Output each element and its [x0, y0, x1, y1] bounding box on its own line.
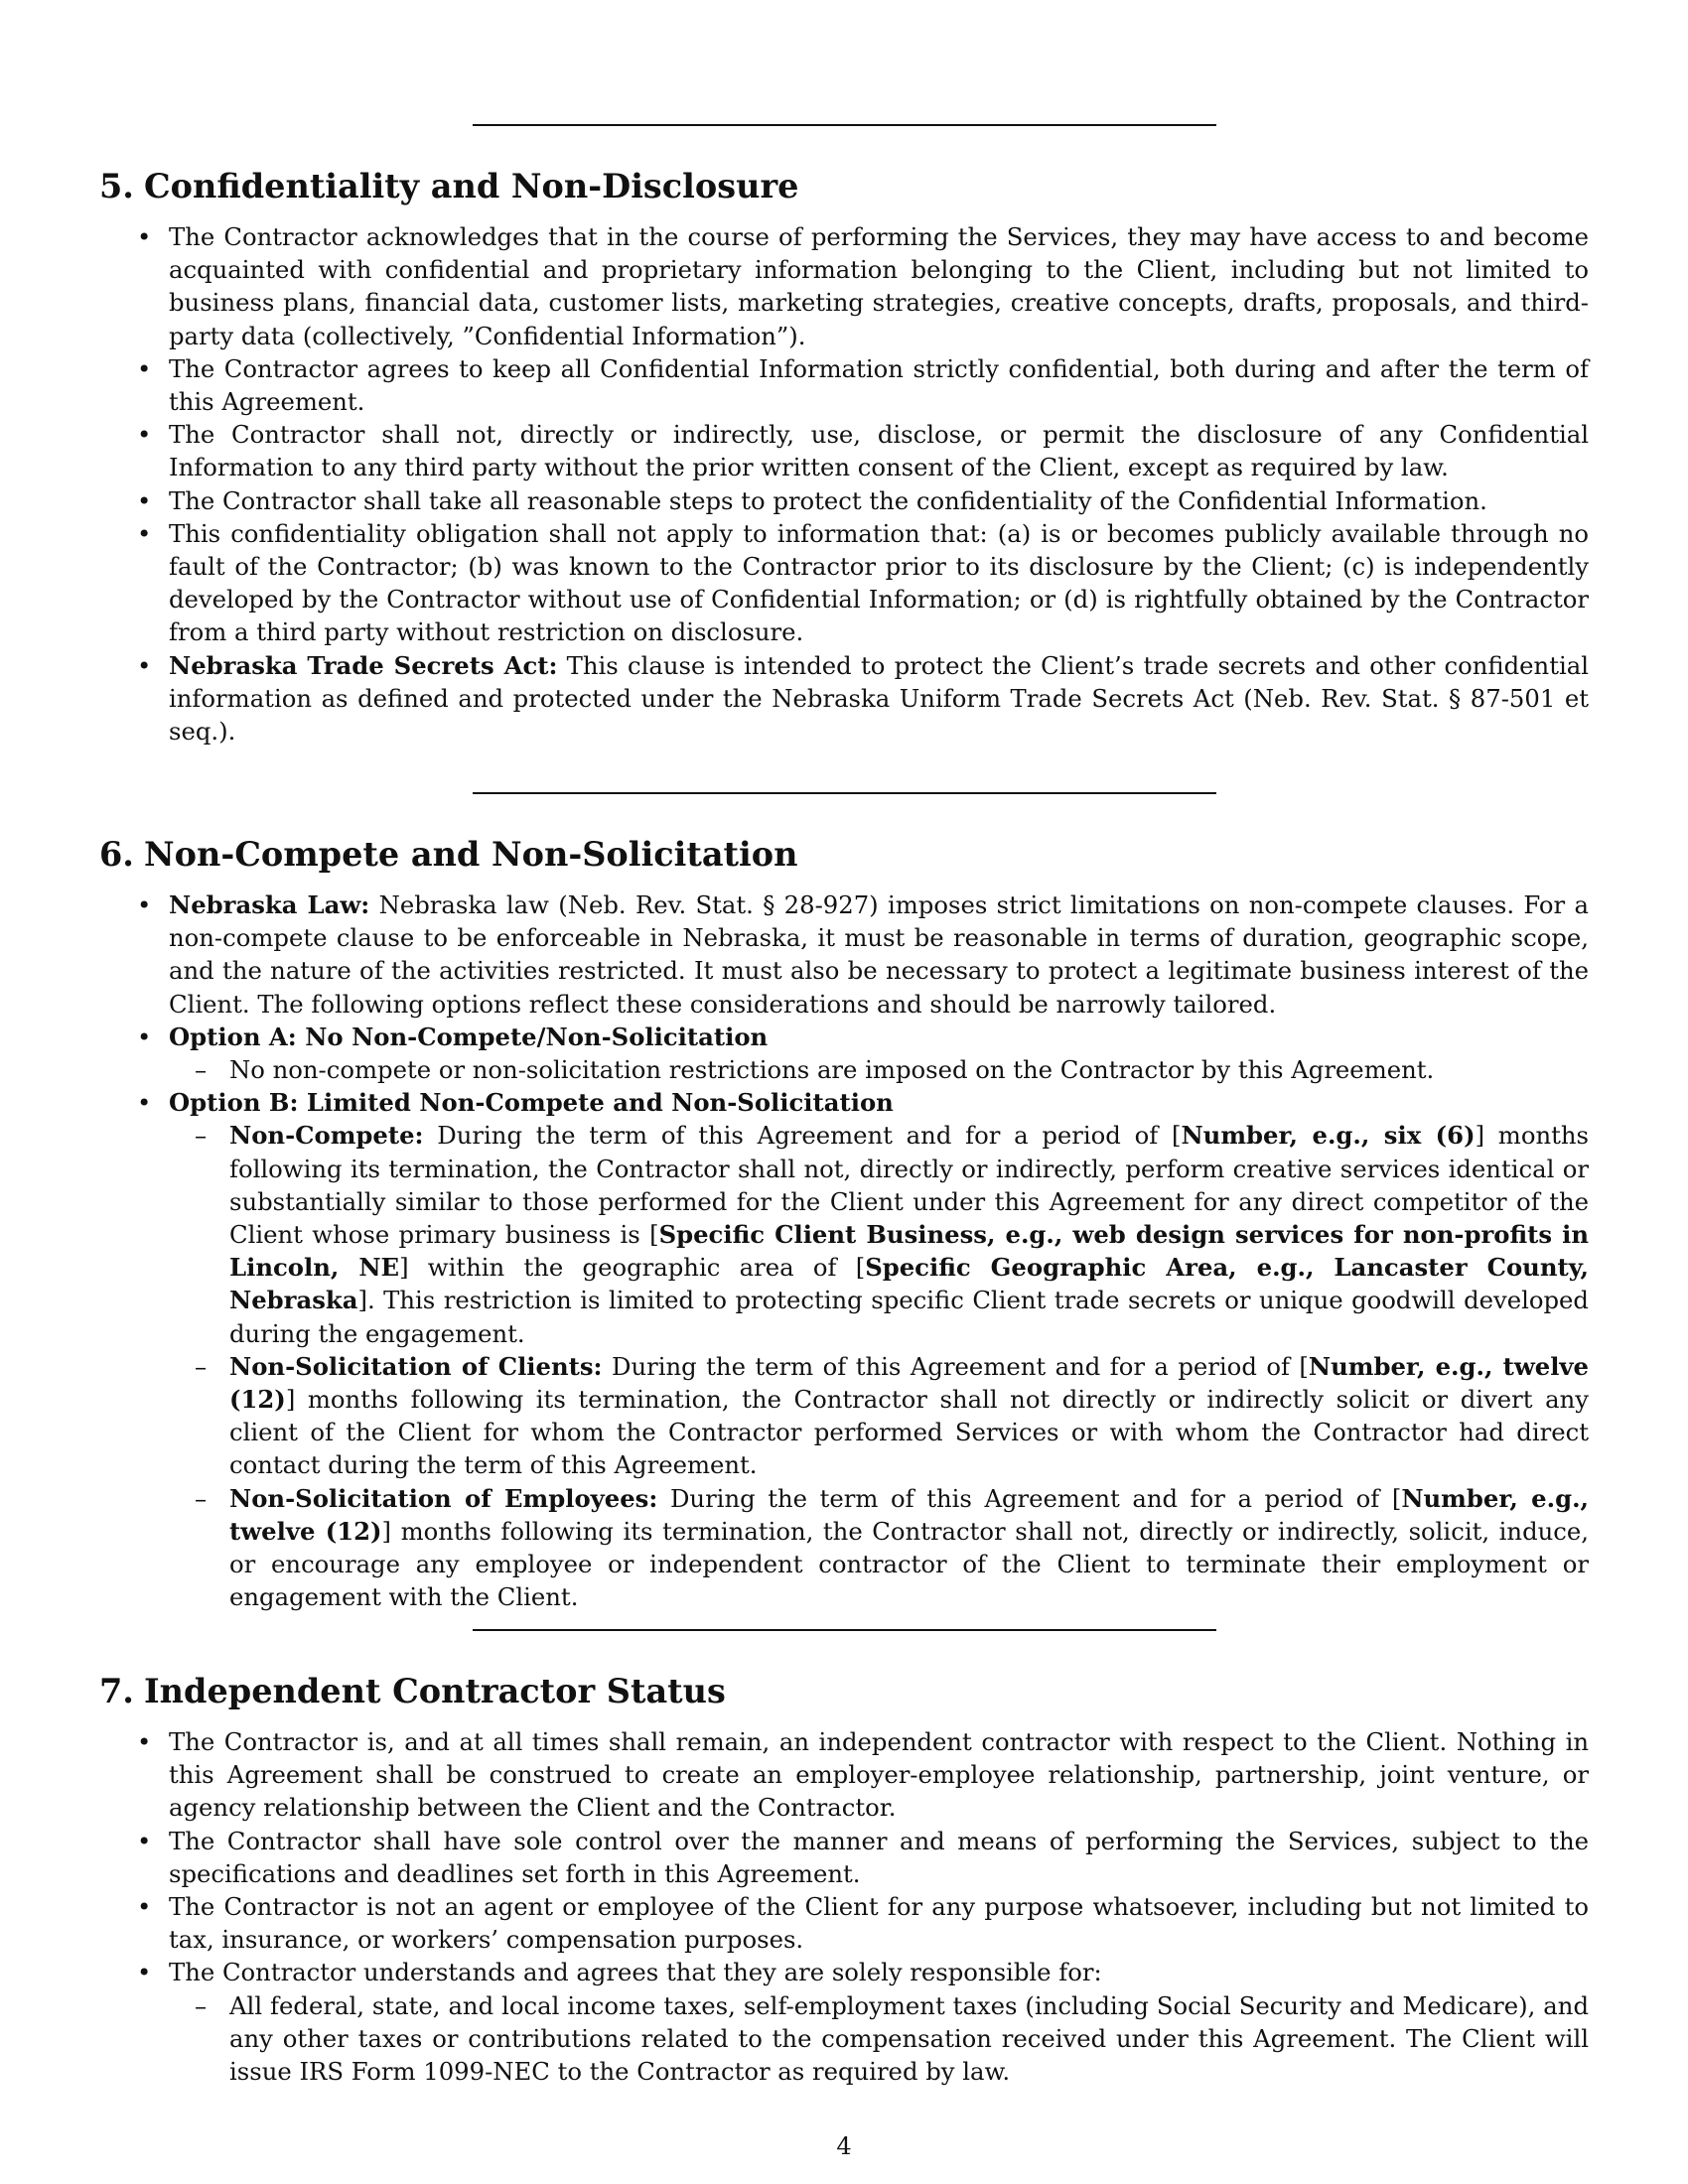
- list-item: • Nebraska Trade Secrets Act: This clause is intended to protect the Client’s trade secrets and other confidential information as defined and protected under the Nebraska Uniform Trade Secrets Act (Neb. Rev. Stat. § 87-501 et seq.).: [99, 649, 1589, 749]
- list-item: • The Contractor acknowledges that in the course of performing the Services, they may have access to and become acquainted with confidential and proprietary information belonging to the Client, including but not limited to business plans, financial data, customer lists, marketing strategies, creative concepts, drafts, proposals, and third-party data (collectively, ”Confidential Information”).: [99, 220, 1589, 352]
- item-lead: Non-Compete:: [229, 1121, 424, 1151]
- bullet-list: [99, 1725, 1589, 2088]
- item-lead: Non-Solicitation of Employees:: [229, 1483, 658, 1513]
- bullet-list: [99, 220, 1589, 748]
- placeholder-text: Number, e.g., six (6): [1181, 1121, 1476, 1151]
- item-lead: Option B: Limited Non-Compete and Non-Solicitation: [169, 1088, 894, 1118]
- list-item: [99, 1021, 1589, 1086]
- list-item: • The Contractor shall have sole control over the manner and means of performing the Services, subject to the specifications and deadlines set forth in this Agreement.: [99, 1825, 1589, 1890]
- list-item: • The Contractor understands and agrees that they are solely responsible for: – All federal, state, and local income taxes, self-employment taxes (including Social Security and Medicare), and any other taxes or contributions related to the compensation received under this Agreement. The Client will issue IRS Form 1099-NEC to the Contractor as required by law.: [99, 1956, 1589, 2088]
- page-number: 4: [836, 2132, 852, 2160]
- sub-list-item: – All federal, state, and local income taxes, self-employment taxes (including Social Security and Medicare), and any other taxes or contributions related to the compensation received under this Agreement. The Client will issue IRS Form 1099-NEC to the Contractor as required by law.: [169, 1989, 1589, 2089]
- sub-list-item: – No non-compete or non-solicitation restrictions are imposed on the Contractor by this Agreement.: [169, 1053, 1589, 1086]
- list-item: • The Contractor is not an agent or employee of the Client for any purpose whatsoever, including but not limited to tax, insurance, or workers’ compensation purposes.: [99, 1890, 1589, 1956]
- section-heading: 5. Confidentiality and Non-Disclosure: [99, 167, 799, 205]
- placeholder-text: Number, e.g., twelve (12): [229, 1351, 1590, 1415]
- section-heading: 7. Independent Contractor Status: [99, 1672, 726, 1710]
- section-divider: [473, 124, 1216, 126]
- sub-list: [169, 1989, 1589, 2089]
- section-non-compete: [99, 835, 1589, 1613]
- placeholder-text: Specific Client Business, e.g., web design services for non-profits in Lincoln, NE: [229, 1220, 1589, 1283]
- list-item: • The Contractor is, and at all times shall remain, an independent contractor with respect to the Client. Nothing in this Agreement shall be construed to create an employer-employee relationship, partnership, joint venture, or agency relationship between the Client and the Contractor.: [99, 1725, 1589, 1825]
- list-item: [99, 1086, 1589, 1613]
- section-divider: [473, 1629, 1216, 1631]
- list-item: • Nebraska Law: Nebraska law (Neb. Rev. Stat. § 28-927) imposes strict limitations on non-compete clauses. For a non-compete clause to be enforceable in Nebraska, it must be reasonable in terms of duration, geographic scope, and the nature of the activities restricted. It must also be necessary to protect a legitimate business interest of the Client. The following options reflect these considerations and should be narrowly tailored.: [99, 888, 1589, 1021]
- item-lead: Non-Solicitation of Clients:: [229, 1351, 603, 1381]
- bullet-list: [99, 888, 1589, 1613]
- sub-list-item: – Non-Solicitation of Clients: During the term of this Agreement and for a period of [Number, e.g., twelve (12)] months following its termination, the Contractor shall not directly or indirectly solicit or divert any client of the Client for whom the Contractor performed Services or with whom the Contractor had direct contact during the term of this Agreement.: [169, 1350, 1589, 1482]
- sub-list: [169, 1119, 1589, 1613]
- section-heading: 6. Non-Compete and Non-Solicitation: [99, 835, 798, 874]
- item-lead: Option A: No Non-Compete/Non-Solicitation: [169, 1022, 769, 1051]
- section-divider: [473, 792, 1216, 794]
- item-lead: Nebraska Trade Secrets Act:: [169, 650, 558, 680]
- list-item: • The Contractor shall not, directly or indirectly, use, disclose, or permit the disclosure of any Confidential Information to any third party without the prior written consent of the Client, except as required by law.: [99, 418, 1589, 483]
- sub-list-item: – Non-Solicitation of Employees: During the term of this Agreement and for a period of [Number, e.g., twelve (12)] months following its termination, the Contractor shall not, directly or indirectly, solicit, induce, or encourage any employee or independent contractor of the Client to terminate their employment or engagement with the Client.: [169, 1482, 1589, 1614]
- placeholder-text: Number, e.g., twelve (12): [229, 1483, 1589, 1546]
- list-item: • The Contractor agrees to keep all Confidential Information strictly confidential, both during and after the term of this Agreement.: [99, 352, 1589, 418]
- placeholder-text: Specific Geographic Area, e.g., Lancaster County, Nebraska: [229, 1253, 1589, 1315]
- item-lead: Nebraska Law:: [169, 890, 370, 919]
- section-confidentiality: [99, 167, 1589, 748]
- list-item: • The Contractor shall take all reasonable steps to protect the confidentiality of the Confidential Information.: [99, 484, 1589, 517]
- section-independent-contractor: [99, 1672, 1589, 2088]
- sub-list: [169, 1053, 1589, 1086]
- list-item: • This confidentiality obligation shall not apply to information that: (a) is or becomes publicly available through no fault of the Contractor; (b) was known to the Contractor prior to its disclosure by the Client; (c) is independently developed by the Contractor without use of Confidential Information; or (d) is rightfully obtained by the Contractor from a third party without restriction on disclosure.: [99, 517, 1589, 649]
- sub-list-item: – Non-Compete: During the term of this Agreement and for a period of [Number, e.g., six (6)] months following its termination, the Contractor shall not, directly or indirectly, perform creative services identical or substantially similar to those performed for the Client under this Agreement for any direct competitor of the Client whose primary business is [Specific Client Business, e.g., web design services for non-profits in Lincoln, NE] within the geographic area of [Specific Geographic Area, e.g., Lancaster County, Nebraska]. This restriction is limited to protecting specific Client trade secrets or unique goodwill developed during the engagement.: [169, 1119, 1589, 1349]
